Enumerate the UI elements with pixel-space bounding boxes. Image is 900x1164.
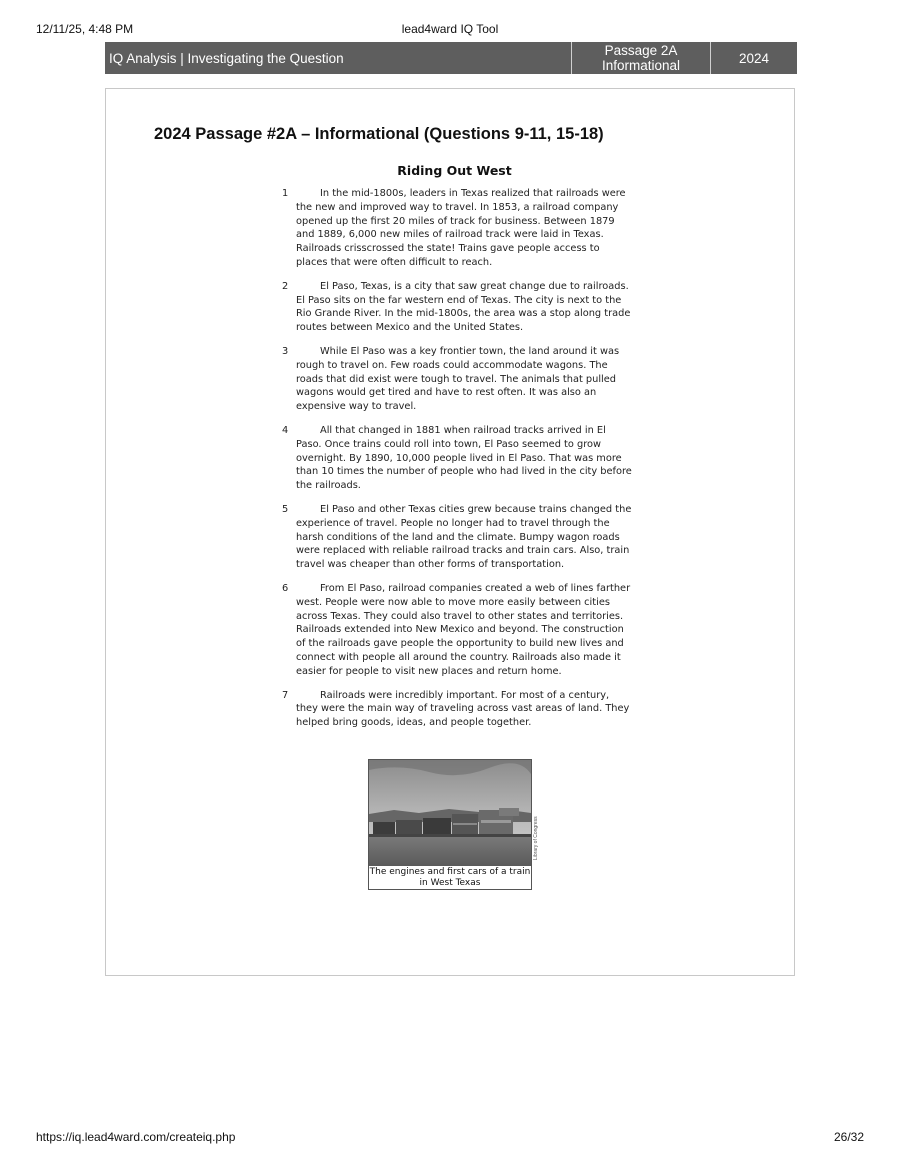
paragraph-4 bbox=[282, 424, 632, 493]
paragraph-3 bbox=[282, 345, 632, 414]
paragraph-5 bbox=[282, 503, 632, 572]
article-body bbox=[282, 187, 632, 740]
train-photo bbox=[369, 760, 531, 866]
banner-passage-label bbox=[572, 42, 711, 74]
print-url: https://iq.lead4ward.com/createiq.php bbox=[36, 1130, 236, 1144]
paragraph-number: 1 bbox=[282, 188, 289, 199]
passage-heading: 2024 Passage #2A – Informational (Questions 9-11, 15-18) bbox=[154, 125, 604, 143]
figure-caption bbox=[369, 867, 531, 889]
train-figure bbox=[368, 759, 539, 890]
iq-banner bbox=[105, 42, 797, 74]
paragraph-number: 7 bbox=[282, 689, 289, 701]
print-date: 12/11/25, 4:48 PM bbox=[36, 22, 134, 36]
paragraph-number: 3 bbox=[282, 345, 289, 357]
paragraph-2 bbox=[282, 280, 632, 335]
paragraph-number: 6 bbox=[282, 582, 289, 594]
banner-passage-line2: Informational bbox=[601, 58, 681, 73]
paragraph-text: Railroads were incredibly important. For most of a century, they were the main way of traveling across vast areas of land. They helped bring goods, ideas, and people together. bbox=[296, 689, 630, 729]
print-title: lead4ward IQ Tool bbox=[401, 22, 499, 36]
paragraph-text: All that changed in 1881 when railroad tracks arrived in El Paso. Once trains could roll into town, El Paso seemed to grow overnight. By 1890, 10,000 people lived in El Paso. That was more than 10 times the number of people who had lived in the city before the railroads. bbox=[296, 424, 632, 492]
print-header bbox=[36, 22, 864, 36]
print-page-number: 26/32 bbox=[833, 1130, 864, 1144]
banner-year: 2024 bbox=[738, 50, 770, 66]
paragraph-text: From El Paso, railroad companies created a web of lines farther west. People were now able to move more easily between cities across Texas. They could also travel to other states and territories. Railroads extended into New Mexico and beyond. The construction of the railroads gave people the opportunity to build new lives and connect with people all around the country. Railroads also made it easier for people to visit new places and return home. bbox=[296, 582, 631, 677]
paragraph-text: While El Paso was a key frontier town, the land around it was rough to travel on. Few roads could accommodate wagons. The roads that did exist were tough to travel. The animals that pulled wagons would get tired and have to rest often. It was also an expensive way to travel. bbox=[296, 345, 620, 413]
photo-credit: Library of Congress bbox=[533, 816, 539, 860]
paragraph-1 bbox=[282, 187, 632, 270]
paragraph-text: El Paso and other Texas cities grew because trains changed the experience of travel. People no longer had to travel through the harsh conditions of the land and the climate. Bumpy wagon roads were replaced with reliable railroad tracks and train cars. Also, train travel was cheaper than other forms of transportation. bbox=[296, 503, 632, 571]
passage-frame bbox=[105, 88, 795, 976]
paragraph-number: 5 bbox=[282, 503, 289, 515]
paragraph-number: 4 bbox=[282, 424, 289, 436]
paragraph-text: El Paso, Texas, is a city that saw great change due to railroads. El Paso sits on the far western end of Texas. The city is next to the Rio Grande River. In the mid-1800s, the area was a stop along trade routes between Mexico and the United States. bbox=[296, 280, 631, 334]
banner-passage-line1: Passage 2A bbox=[604, 43, 678, 58]
paragraph-text: In the mid-1800s, leaders in Texas realized that railroads were the new and improved way to travel. In 1853, a railroad company opened up the first 20 miles of track for business. Between 1879 and 1889, 6,000 new miles of railroad track were laid in Texas. Railroads crisscrossed the state! Trains gave people access to places that were often difficult to reach. bbox=[296, 188, 626, 268]
paragraph-6 bbox=[282, 582, 632, 679]
article-title: Riding Out West bbox=[397, 163, 512, 178]
paragraph-number: 2 bbox=[282, 280, 289, 292]
paragraph-7 bbox=[282, 689, 632, 730]
print-footer bbox=[36, 1130, 864, 1144]
banner-analysis-label: IQ Analysis | Investigating the Question bbox=[105, 42, 572, 74]
figure-caption-line2: in West Texas bbox=[419, 878, 481, 888]
figure-caption-line1: The engines and first cars of a train bbox=[369, 867, 531, 877]
